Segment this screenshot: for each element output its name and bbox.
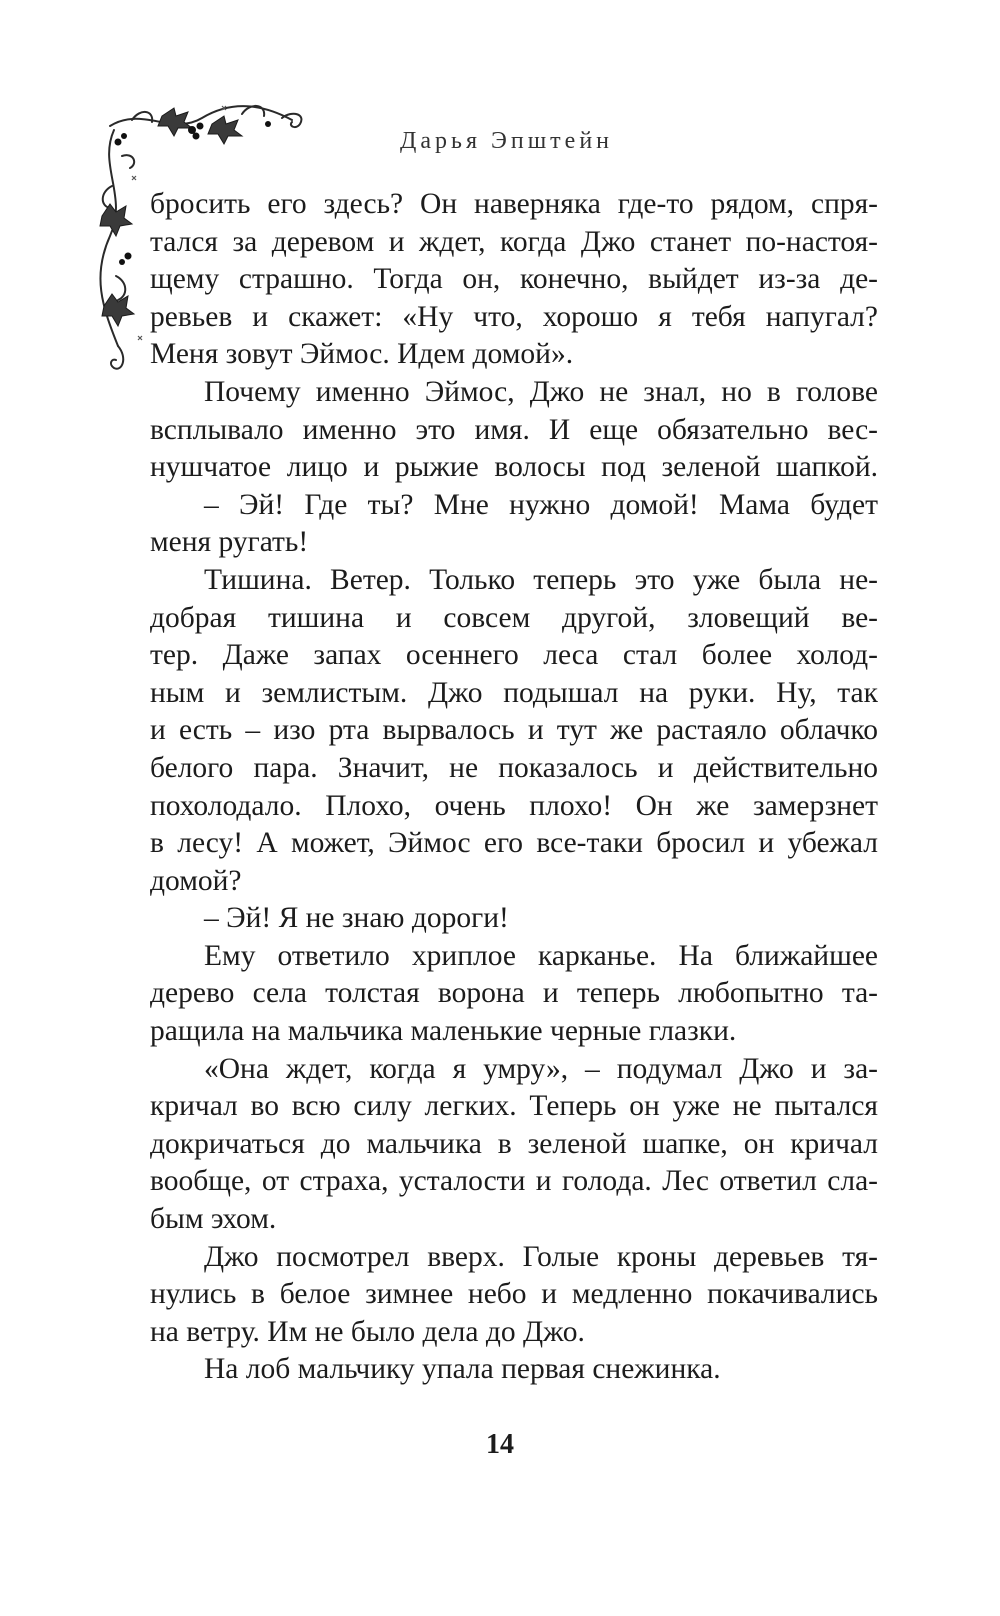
text-line: меня ругать! [150, 526, 309, 559]
text-line: домой? [150, 864, 242, 897]
text-line: дерево села толстая ворона и теперь любопытно та- [150, 977, 878, 1010]
text-line: кричал во всю силу легких. Теперь он уже не пытался [150, 1090, 878, 1123]
text-line: – Эй! Я не знаю дороги! [204, 902, 509, 935]
text-line: Джо посмотрел вверх. Голые кроны деревьев тя- [204, 1240, 878, 1273]
text-line: похолодало. Плохо, очень плохо! Он же замерзнет [150, 789, 878, 822]
text-line: нушчатое лицо и рыжие волосы под зеленой шапкой. [150, 451, 878, 484]
text-line: на ветру. Им не было дела до Джо. [150, 1315, 585, 1348]
text-line: «Она ждет, когда я умру», – подумал Джо и за- [204, 1052, 878, 1085]
text-line: – Эй! Где ты? Мне нужно домой! Мама будет [204, 488, 878, 521]
text-line: ревьев и скажет: «Ну что, хорошо я тебя напугал? [150, 300, 878, 333]
text-line: щему страшно. Тогда он, конечно, выйдет из-за де- [150, 263, 878, 296]
text-line: бросить его здесь? Он наверняка где-то рядом, спря- [150, 188, 878, 220]
text-line: На лоб мальчику упала первая снежинка. [204, 1353, 721, 1386]
text-line: и есть – изо рта вырвалось и тут же растаяло облачко [150, 714, 878, 747]
text-line: ращила на мальчика маленькие черные глазки. [150, 1015, 737, 1048]
text-line: всплывало именно это имя. И еще обязательно вес- [150, 413, 878, 446]
text-line: в лесу! А может, Эймос его все-таки бросил и убежал [150, 827, 878, 860]
text-line: нулись в белое зимнее небо и медленно покачивались [150, 1278, 878, 1311]
body-text [150, 186, 878, 1389]
text-line: белого пара. Значит, не показалось и действительно [150, 751, 878, 784]
text-line: тался за деревом и ждет, когда Джо станет по-настоя- [150, 225, 878, 258]
text-line: вообще, от страха, усталости и голода. Лес ответил сла- [150, 1165, 878, 1198]
text-line: тер. Даже запах осеннего леса стал более холод- [150, 639, 878, 672]
text-line: докричаться до мальчика в зеленой шапке, он кричал [150, 1127, 878, 1160]
text-line: Почему именно Эймос, Джо не знал, но в голове [204, 375, 878, 408]
text-line: бым эхом. [150, 1203, 277, 1236]
text-line: Меня зовут Эймос. Идем домой». [150, 338, 574, 371]
text-line: ным и землистым. Джо подышал на руки. Ну, так [150, 676, 878, 709]
text-line: добрая тишина и совсем другой, зловещий ве- [150, 601, 878, 634]
text-line: Ему ответило хриплое карканье. На ближайшее [204, 939, 878, 972]
text-line: Тишина. Ветер. Только теперь это уже была не- [204, 563, 878, 596]
page-number: 14 [486, 1429, 514, 1460]
running-head: Дарья Эпштейн [400, 128, 614, 154]
